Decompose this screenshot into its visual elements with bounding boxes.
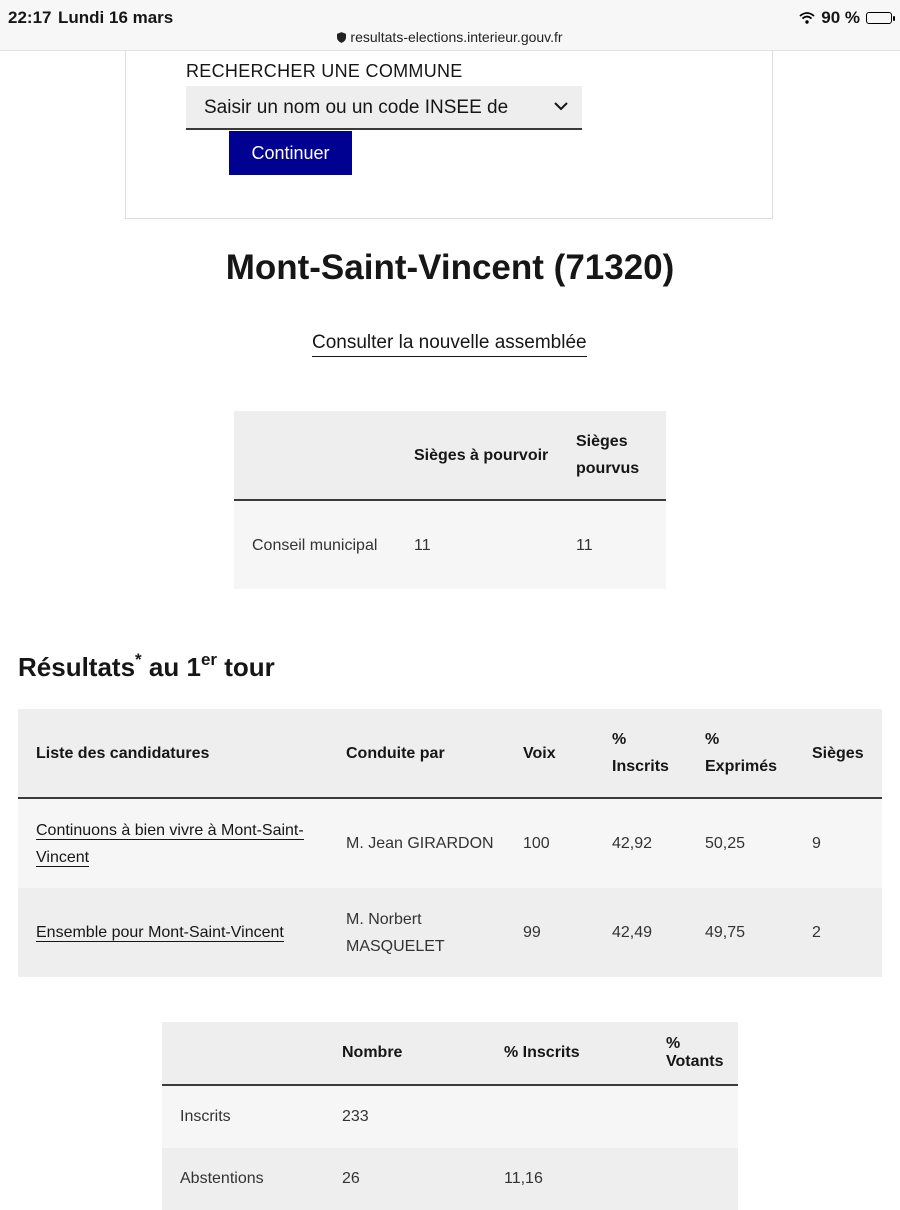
battery-icon bbox=[866, 12, 892, 24]
wifi-icon bbox=[799, 12, 815, 24]
cell-sieges: 2 bbox=[794, 888, 882, 977]
table-row bbox=[18, 798, 882, 888]
results-header-liste: Liste des candidatures bbox=[18, 709, 328, 798]
seats-row-a-pourvoir: 11 bbox=[396, 500, 558, 589]
lock-icon bbox=[337, 32, 346, 43]
stats-cell-inscrits bbox=[486, 1085, 648, 1148]
table-row bbox=[162, 1085, 738, 1148]
cell-exprimes: 50,25 bbox=[687, 798, 794, 888]
results-header-voix: Voix bbox=[505, 709, 594, 798]
status-time: 22:17 bbox=[8, 8, 52, 27]
seats-table bbox=[234, 411, 666, 589]
participation-table bbox=[162, 1022, 738, 1210]
stats-cell-votants bbox=[648, 1148, 738, 1210]
list-link-continuons[interactable]: Continuons à bien vivre à Mont-Saint-Vincent bbox=[36, 821, 304, 866]
cell-voix: 99 bbox=[505, 888, 594, 977]
stats-header-votants: % Votants bbox=[648, 1022, 738, 1085]
status-indicators bbox=[799, 8, 892, 28]
table-row bbox=[162, 1148, 738, 1210]
results-table bbox=[18, 709, 882, 977]
stats-header-nombre: Nombre bbox=[324, 1022, 486, 1085]
page-title: Mont-Saint-Vincent (71320) bbox=[225, 248, 675, 287]
seats-row-pourvus: 11 bbox=[558, 500, 666, 589]
url-text: resultats-elections.interieur.gouv.fr bbox=[350, 29, 563, 45]
cell-conduite: M. Jean GIRARDON bbox=[328, 798, 505, 888]
table-row bbox=[234, 500, 666, 589]
stats-header-empty bbox=[162, 1022, 324, 1085]
seats-header-pourvus: Sièges pourvus bbox=[558, 411, 666, 500]
stats-cell-nombre: 26 bbox=[324, 1148, 486, 1210]
search-placeholder: Saisir un nom ou un code INSEE de bbox=[204, 97, 509, 118]
seats-row-label: Conseil municipal bbox=[234, 500, 396, 589]
assembly-link[interactable]: Consulter la nouvelle assemblée bbox=[312, 332, 587, 357]
cell-inscrits: 42,92 bbox=[594, 798, 687, 888]
results-heading: Résultats* au 1er tour bbox=[18, 650, 275, 682]
status-date: Lundi 16 mars bbox=[58, 8, 174, 27]
results-header-conduite: Conduite par bbox=[328, 709, 505, 798]
stats-cell-votants bbox=[648, 1085, 738, 1148]
seats-header-empty bbox=[234, 411, 396, 500]
cell-voix: 100 bbox=[505, 798, 594, 888]
seats-header-a-pourvoir: Sièges à pourvoir bbox=[396, 411, 558, 500]
commune-search-select[interactable] bbox=[186, 86, 582, 130]
battery-percent: 90 % bbox=[821, 8, 860, 27]
table-row bbox=[18, 888, 882, 977]
results-header-inscrits: % Inscrits bbox=[594, 709, 687, 798]
results-header-exprimes: % Exprimés bbox=[687, 709, 794, 798]
continue-button[interactable]: Continuer bbox=[229, 131, 352, 175]
list-link-ensemble[interactable]: Ensemble pour Mont-Saint-Vincent bbox=[36, 924, 284, 941]
address-bar[interactable] bbox=[0, 29, 900, 45]
search-label: RECHERCHER UNE COMMUNE bbox=[186, 61, 463, 81]
cell-sieges: 9 bbox=[794, 798, 882, 888]
stats-cell-nombre: 233 bbox=[324, 1085, 486, 1148]
cell-exprimes: 49,75 bbox=[687, 888, 794, 977]
status-bar bbox=[0, 0, 900, 51]
stats-row-label: Inscrits bbox=[162, 1085, 324, 1148]
cell-conduite: M. Norbert MASQUELET bbox=[328, 888, 505, 977]
cell-inscrits: 42,49 bbox=[594, 888, 687, 977]
stats-header-inscrits: % Inscrits bbox=[486, 1022, 648, 1085]
results-header-sieges: Sièges bbox=[794, 709, 882, 798]
stats-row-label: Abstentions bbox=[162, 1148, 324, 1210]
stats-cell-inscrits: 11,16 bbox=[486, 1148, 648, 1210]
chevron-down-icon bbox=[554, 102, 568, 111]
